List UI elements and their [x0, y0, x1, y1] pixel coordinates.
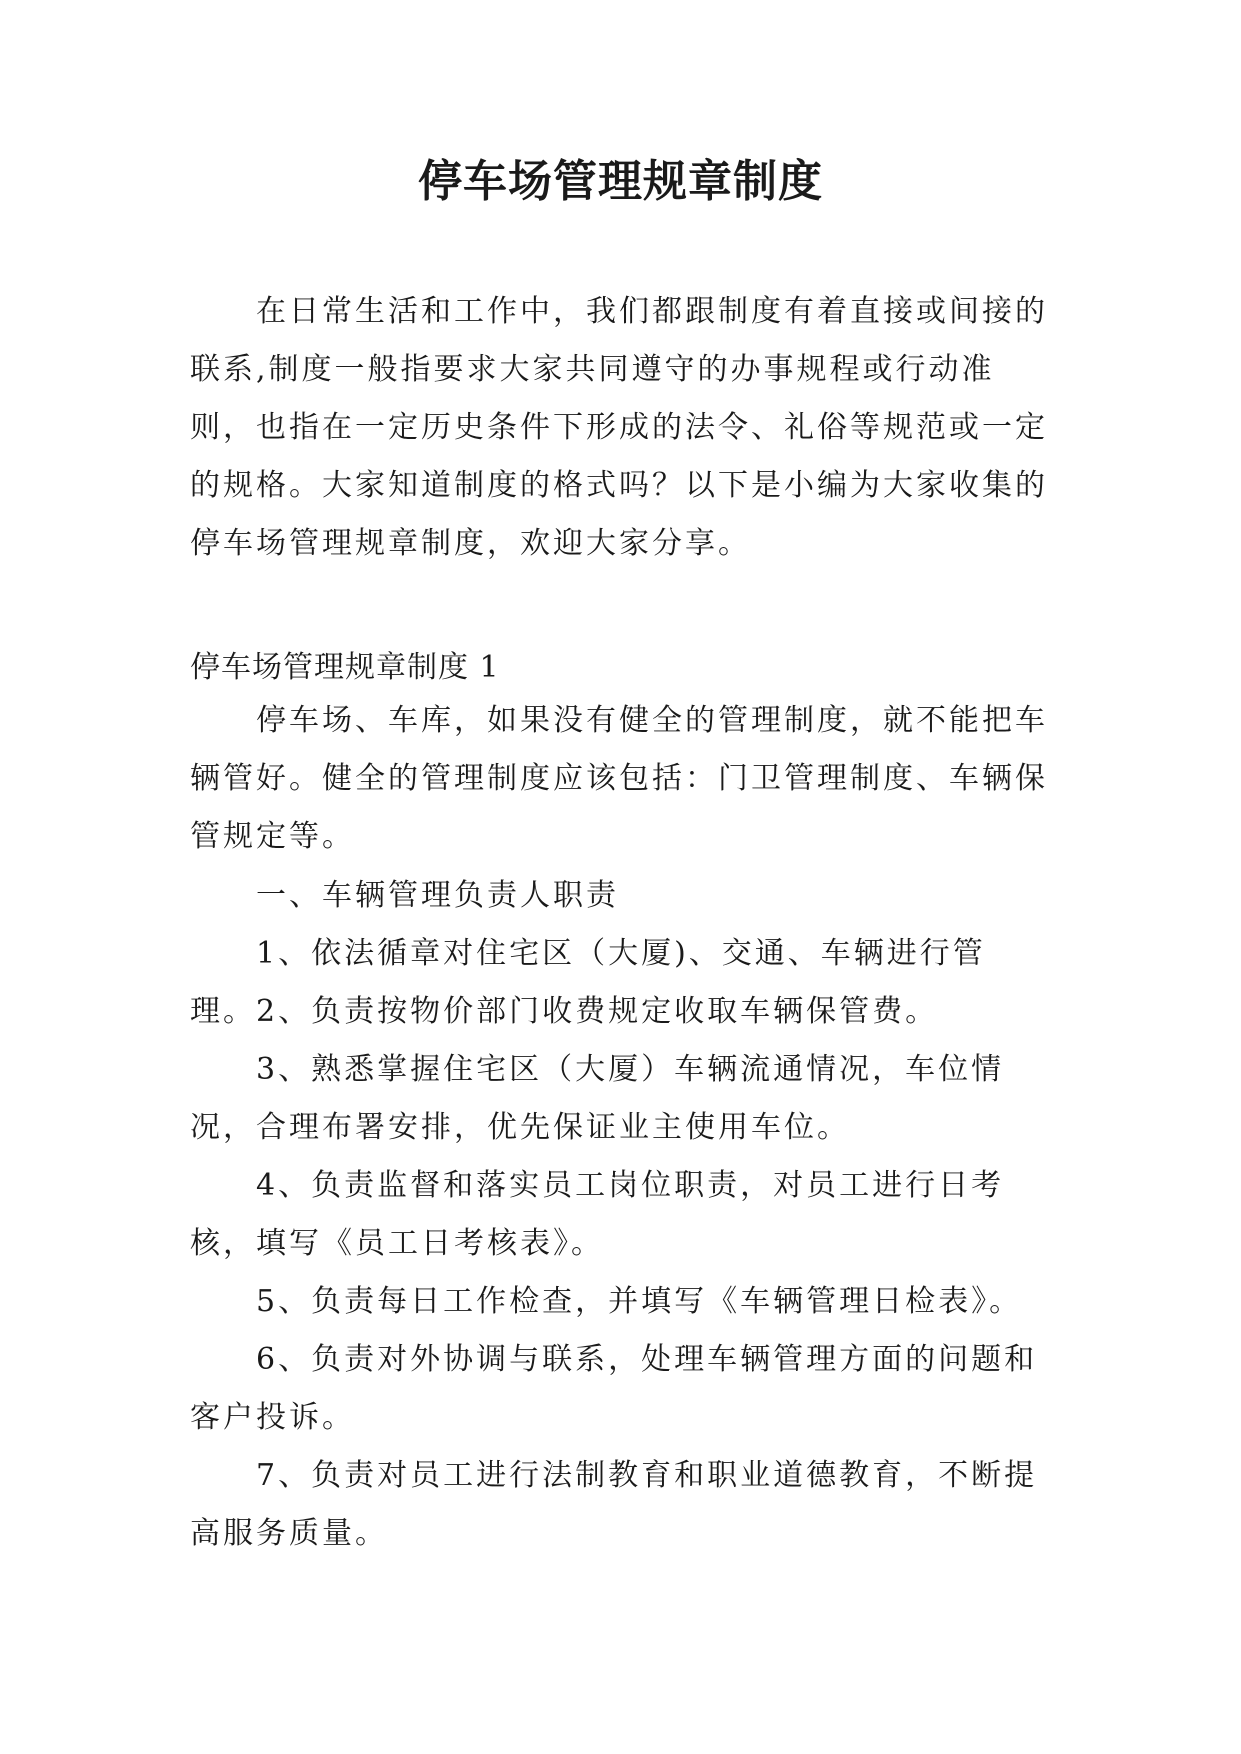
- section-paragraph: 停车场、车库，如果没有健全的管理制度，就不能把车辆管好。健全的管理制度应该包括：门卫管理制度、车辆保管规定等。: [190, 703, 1048, 854]
- section-heading: 一、车辆管理负责人职责: [256, 878, 619, 913]
- list-item: 1、依法循章对住宅区（大厦)、交通、车辆进行管理。: [190, 936, 986, 1029]
- list-item: 7、负责对员工进行法制教育和职业道德教育，不断提高服务质量。: [190, 1458, 1038, 1551]
- intro-paragraph: 在日常生活和工作中，我们都跟制度有着直接或间接的联系,制度一般指要求大家共同遵守的办事规程或行动准则，也指在一定历史条件下形成的法令、礼俗等规范或一定的规格。大家知道制度的格式吗？以下是小编为大家收集的停车场管理规章制度，欢迎大家分享。: [190, 294, 1048, 561]
- section-title: 停车场管理规章制度 1: [190, 650, 500, 685]
- list-item: 2、负责按物价部门收费规定收取车辆保管费。: [256, 994, 939, 1029]
- list-item: 6、负责对外协调与联系，处理车辆管理方面的问题和客户投诉。: [190, 1342, 1038, 1435]
- page-title: 停车场管理规章制度: [418, 156, 823, 207]
- list-item: 3、熟悉掌握住宅区（大厦）车辆流通情况，车位情况，合理布署安排，优先保证业主使用车位。: [190, 1052, 1005, 1145]
- list-item: 4、负责监督和落实员工岗位职责，对员工进行日考核，填写《员工日考核表》。: [190, 1168, 1005, 1261]
- list-item: 5、负责每日工作检查，并填写《车辆管理日检表》。: [256, 1284, 1023, 1319]
